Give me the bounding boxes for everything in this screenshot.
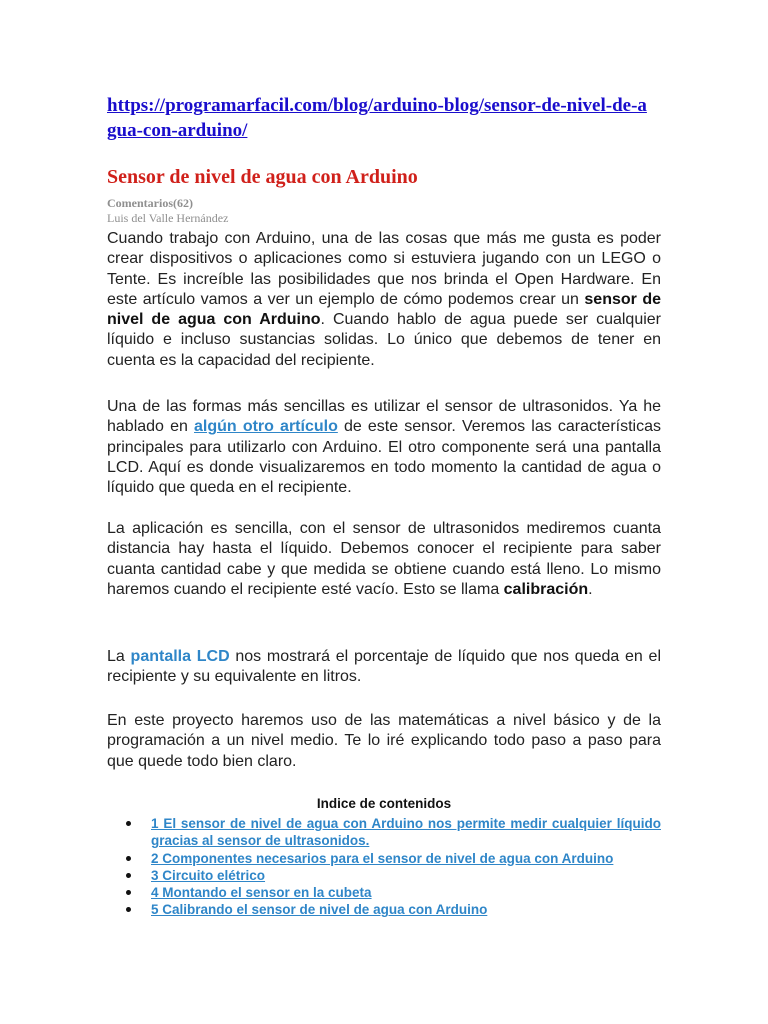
- bullet-icon: [126, 821, 131, 826]
- toc-link-4[interactable]: 4 Montando el sensor en la cubeta: [151, 885, 372, 901]
- article-title: Sensor de nivel de agua con Arduino: [107, 166, 418, 188]
- lcd-link[interactable]: pantalla LCD: [130, 648, 230, 665]
- comments-count[interactable]: Comentarios(62): [107, 196, 193, 210]
- toc-item: [107, 901, 661, 918]
- paragraph-text: Cuando trabajo con Arduino, una de las cosas que más me gusta es poder crear dispositivos o aplicaciones como si estuviera jugando con un LEGO o Tente. Es increíble las posibilidades que nos brinda el Open Hardware. En este artículo vamos a ver un ejemplo de cómo podemos crear un: [107, 230, 661, 308]
- paragraph-application: [107, 519, 661, 600]
- bullet-icon: [126, 890, 131, 895]
- paragraph-text: . Cuando hablo de agua puede ser cualquier líquido e incluso sustancias solidas. Lo único que debemos de tener en cuenta es la capacidad del recipiente.: [107, 311, 661, 369]
- toc-link-2[interactable]: 2 Componentes necesarios para el sensor de nivel de agua con Arduino: [151, 850, 614, 866]
- toc-link-3[interactable]: 3 Circuito elétrico: [151, 867, 266, 883]
- paragraph-text: de este sensor. Veremos las características principales para utilizarlo con Arduino. El otro componente será una pantalla LCD. Aquí es donde visualizaremos en todo momento la cantidad de agua o líquido que queda en el recipiente.: [107, 418, 661, 497]
- toc-list: [107, 815, 661, 919]
- paragraph-text: .: [588, 580, 593, 598]
- toc-item: [107, 850, 661, 867]
- author-name: Luis del Valle Hernández: [107, 211, 229, 225]
- paragraph-text: nos mostrará el porcentaje de líquido que nos queda en el recipiente y su equivalente en litros.: [107, 648, 662, 686]
- bullet-icon: [126, 873, 131, 878]
- bullet-icon: [126, 856, 131, 861]
- paragraph-lcd: [107, 647, 661, 688]
- paragraph-ultrasonic: [107, 397, 661, 498]
- source-url-link[interactable]: https://programarfacil.com/blog/arduino-blog/sensor-de-nivel-de-agua-con-arduino/: [107, 95, 647, 141]
- bold-phrase: sensor de nivel de agua con Arduino: [107, 290, 661, 329]
- paragraph-text: Una de las formas más sencillas es utilizar el sensor de ultrasonidos. Ya he hablado en: [107, 398, 661, 436]
- toc-title: Indice de contenidos: [316, 796, 452, 811]
- toc-item: [107, 867, 661, 884]
- paragraph-project: En este proyecto haremos uso de las matemáticas a nivel básico y de la programación a un nivel medio. Te lo iré explicando todo paso a paso para que quede todo bien claro.: [107, 712, 661, 770]
- bold-phrase: calibración: [503, 580, 589, 598]
- paragraph-intro: [107, 229, 661, 371]
- toc-item: [107, 815, 661, 850]
- toc-link-1[interactable]: 1 El sensor de nivel de agua con Arduino nos permite medir cualquier líquido gracias al sensor de ultrasonidos.: [151, 816, 661, 849]
- toc-link-5[interactable]: 5 Calibrando el sensor de nivel de agua con Arduino: [151, 902, 488, 918]
- paragraph-text: La aplicación es sencilla, con el sensor de ultrasonidos mediremos cuanta distancia hay hasta el líquido. Debemos conocer el recipiente para saber cuanta cantidad cabe y que medida se obtiene cuando está lleno. Lo mismo haremos cuando el recipiente esté vacío. Esto se llama: [107, 520, 661, 598]
- paragraph-text: La: [107, 648, 131, 665]
- bullet-icon: [126, 907, 131, 912]
- table-of-contents: [107, 795, 661, 919]
- article-link[interactable]: algún otro artículo: [194, 418, 338, 436]
- toc-item: [107, 884, 661, 901]
